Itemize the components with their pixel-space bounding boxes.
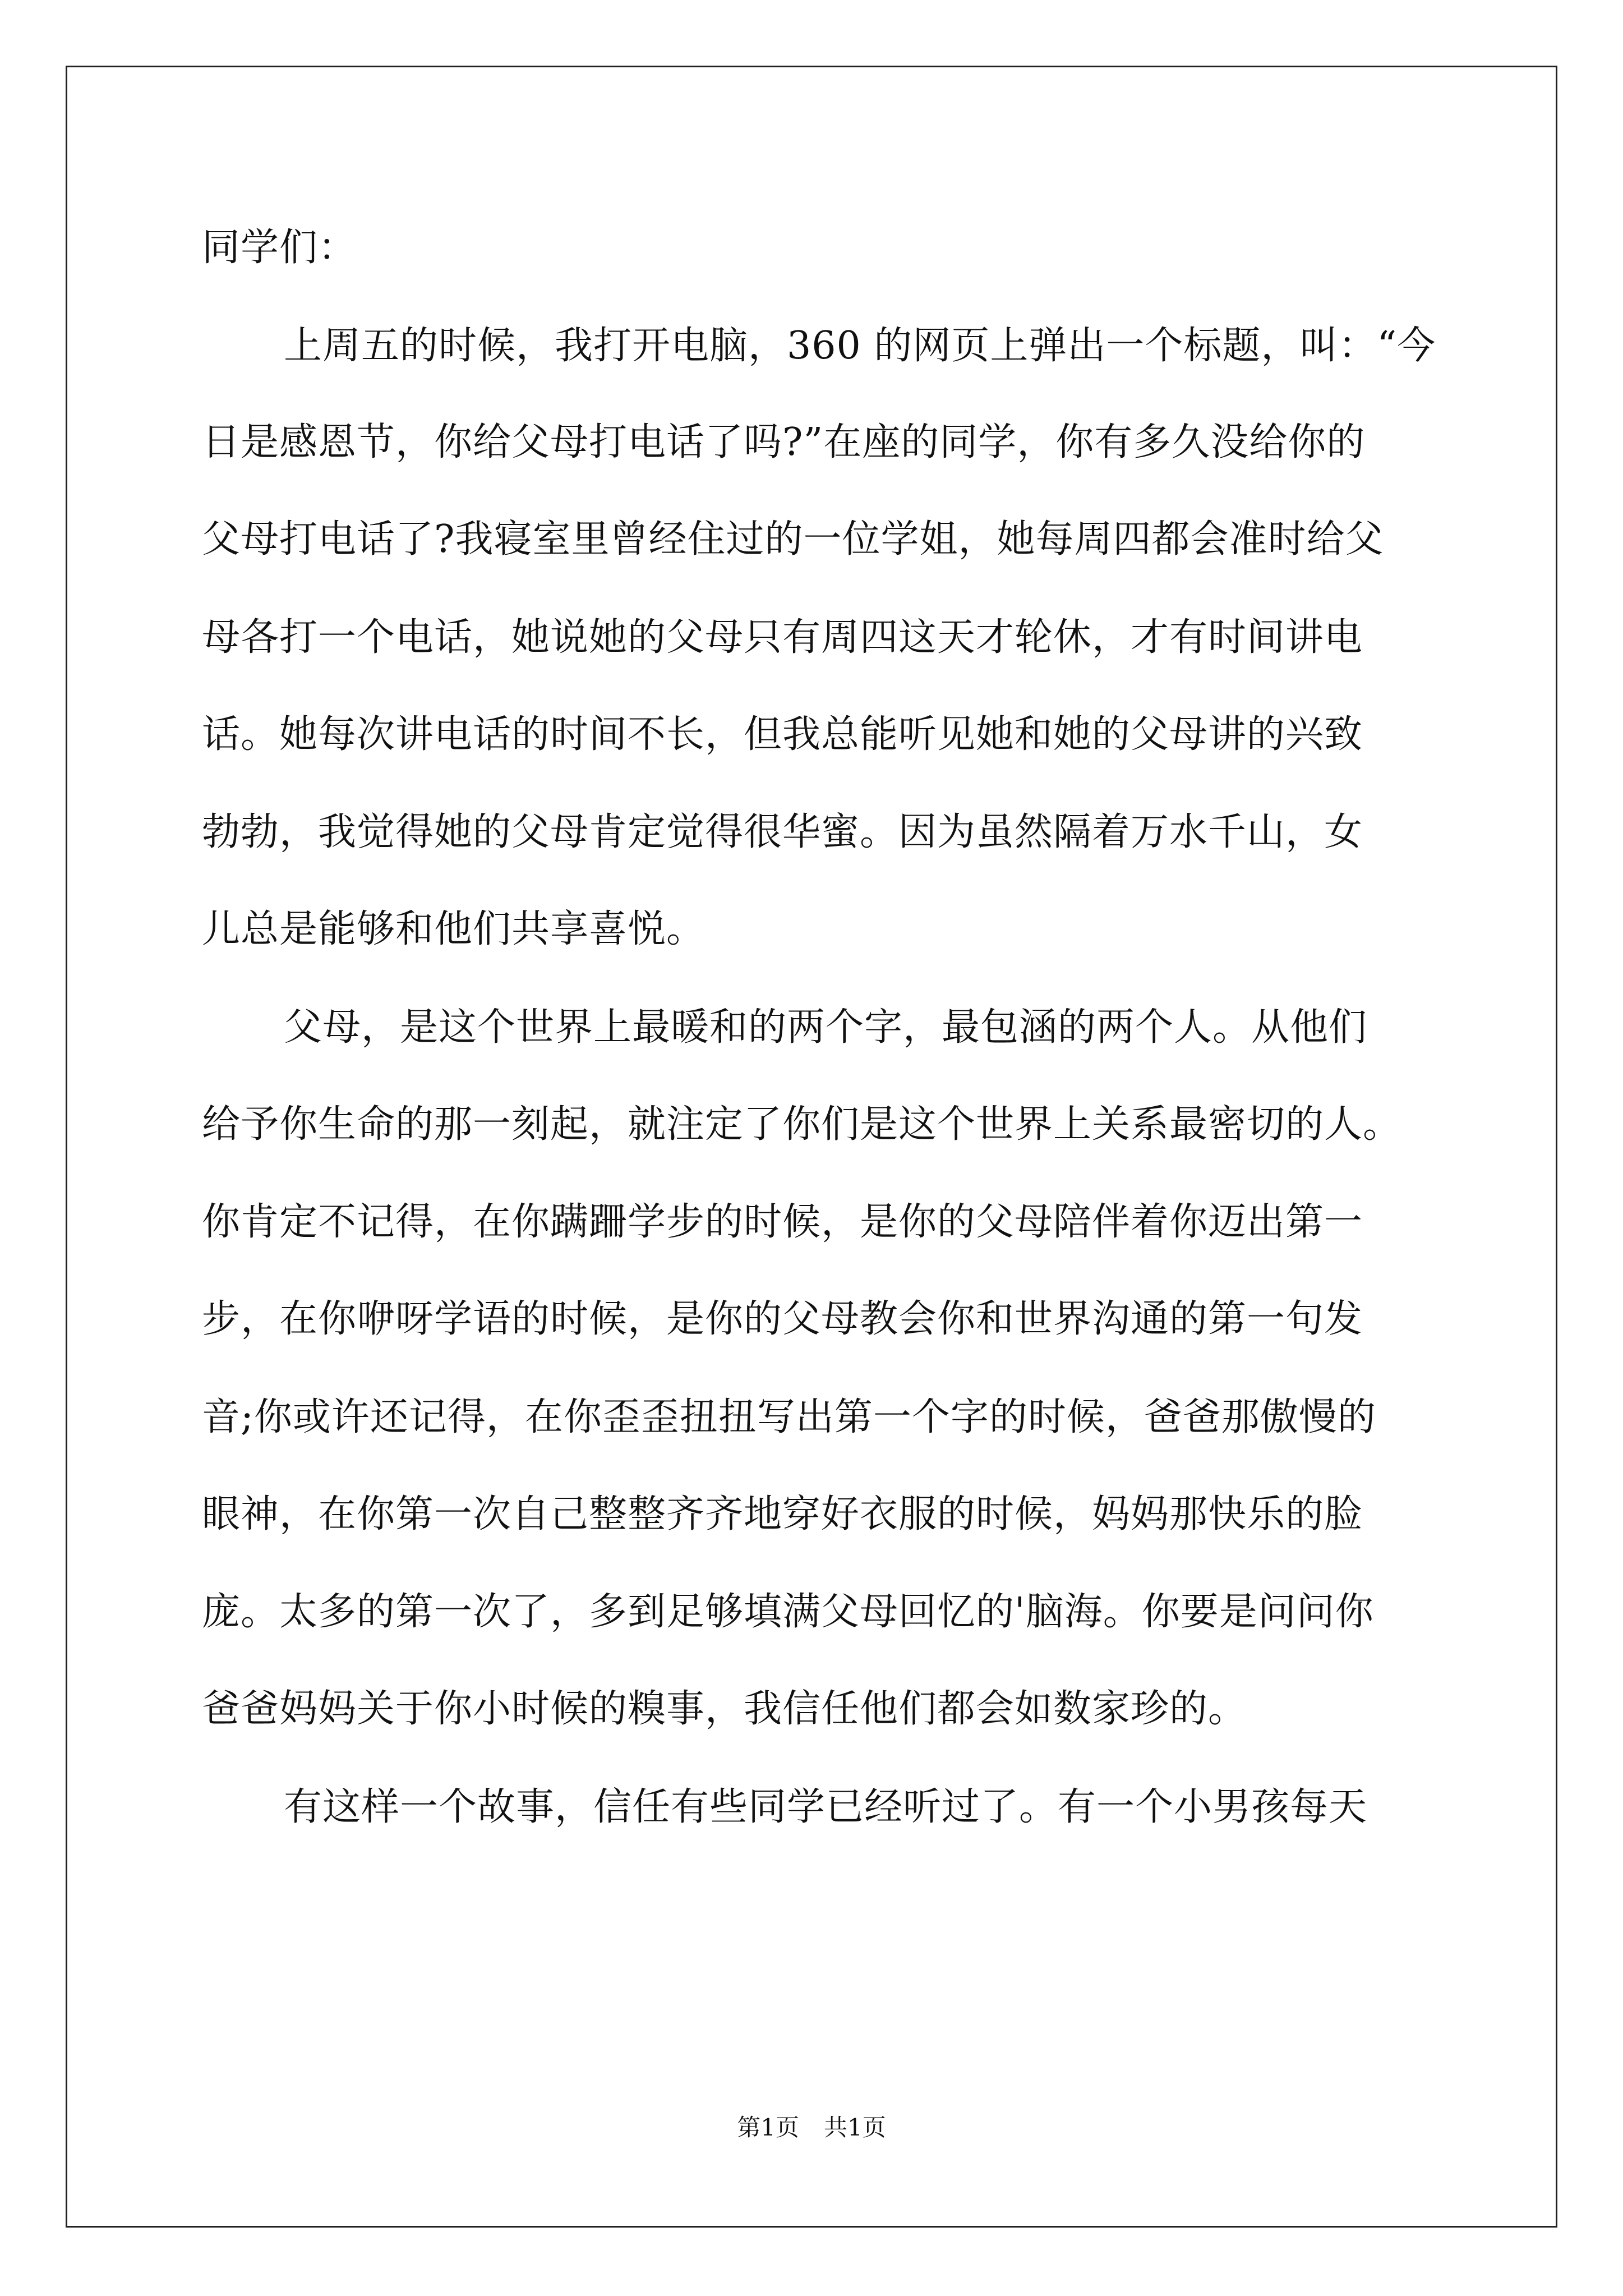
- paragraph-line: 眼神，在你第一次自己整整齐齐地穿好衣服的时候，妈妈那快乐的脸: [202, 1492, 1363, 1536]
- paragraph-line: 勃勃，我觉得她的父母肯定觉得很华蜜。因为虽然隔着万水千山，女: [202, 810, 1363, 854]
- paragraph-line: 庞。太多的第一次了，多到足够填满父母回忆的'脑海。你要是问问你: [202, 1590, 1374, 1634]
- paragraph-line: 步，在你咿呀学语的时候，是你的父母教会你和世界沟通的第一句发: [202, 1297, 1363, 1341]
- page-footer: [67, 2109, 1556, 2143]
- salutation: 同学们：: [202, 226, 357, 270]
- paragraph-line: 上周五的时候，我打开电脑，360 的网页上弹出一个标题，叫：“今: [284, 324, 1436, 368]
- page-total: 共1页: [824, 2114, 886, 2141]
- paragraph-line: 日是感恩节，你给父母打电话了吗?”在座的同学，你有多久没给你的: [202, 420, 1366, 464]
- paragraph-line: 父母，是这个世界上最暖和的两个字，最包涵的两个人。从他们: [284, 1005, 1368, 1050]
- paragraph-line: 儿总是能够和他们共享喜悦。: [202, 907, 706, 951]
- paragraph-line: 你肯定不记得，在你蹒跚学步的时候，是你的父母陪伴着你迈出第一: [202, 1200, 1363, 1244]
- paragraph-line: 话。她每次讲电话的时间不长，但我总能听见她和她的父母讲的兴致: [202, 712, 1363, 757]
- paragraph-line: 父母打电话了?我寝室里曾经住过的一位学姐，她每周四都会准时给父: [202, 517, 1384, 562]
- paragraph-line: 有这样一个故事，信任有些同学已经听过了。有一个小男孩每天: [284, 1785, 1368, 1829]
- paragraph-line: 母各打一个电话，她说她的父母只有周四这天才轮休，才有时间讲电: [202, 615, 1363, 660]
- paragraph-line: 音;你或许还记得，在你歪歪扭扭写出第一个字的时候，爸爸那傲慢的: [202, 1395, 1376, 1439]
- paragraph-line: 爸爸妈妈关于你小时候的糗事，我信任他们都会如数家珍的。: [202, 1687, 1247, 1731]
- page-number: 第1页: [737, 2114, 799, 2141]
- paragraph-line: 给予你生命的那一刻起，就注定了你们是这个世界上关系最密切的人。: [202, 1102, 1402, 1147]
- page-frame: [66, 66, 1557, 2228]
